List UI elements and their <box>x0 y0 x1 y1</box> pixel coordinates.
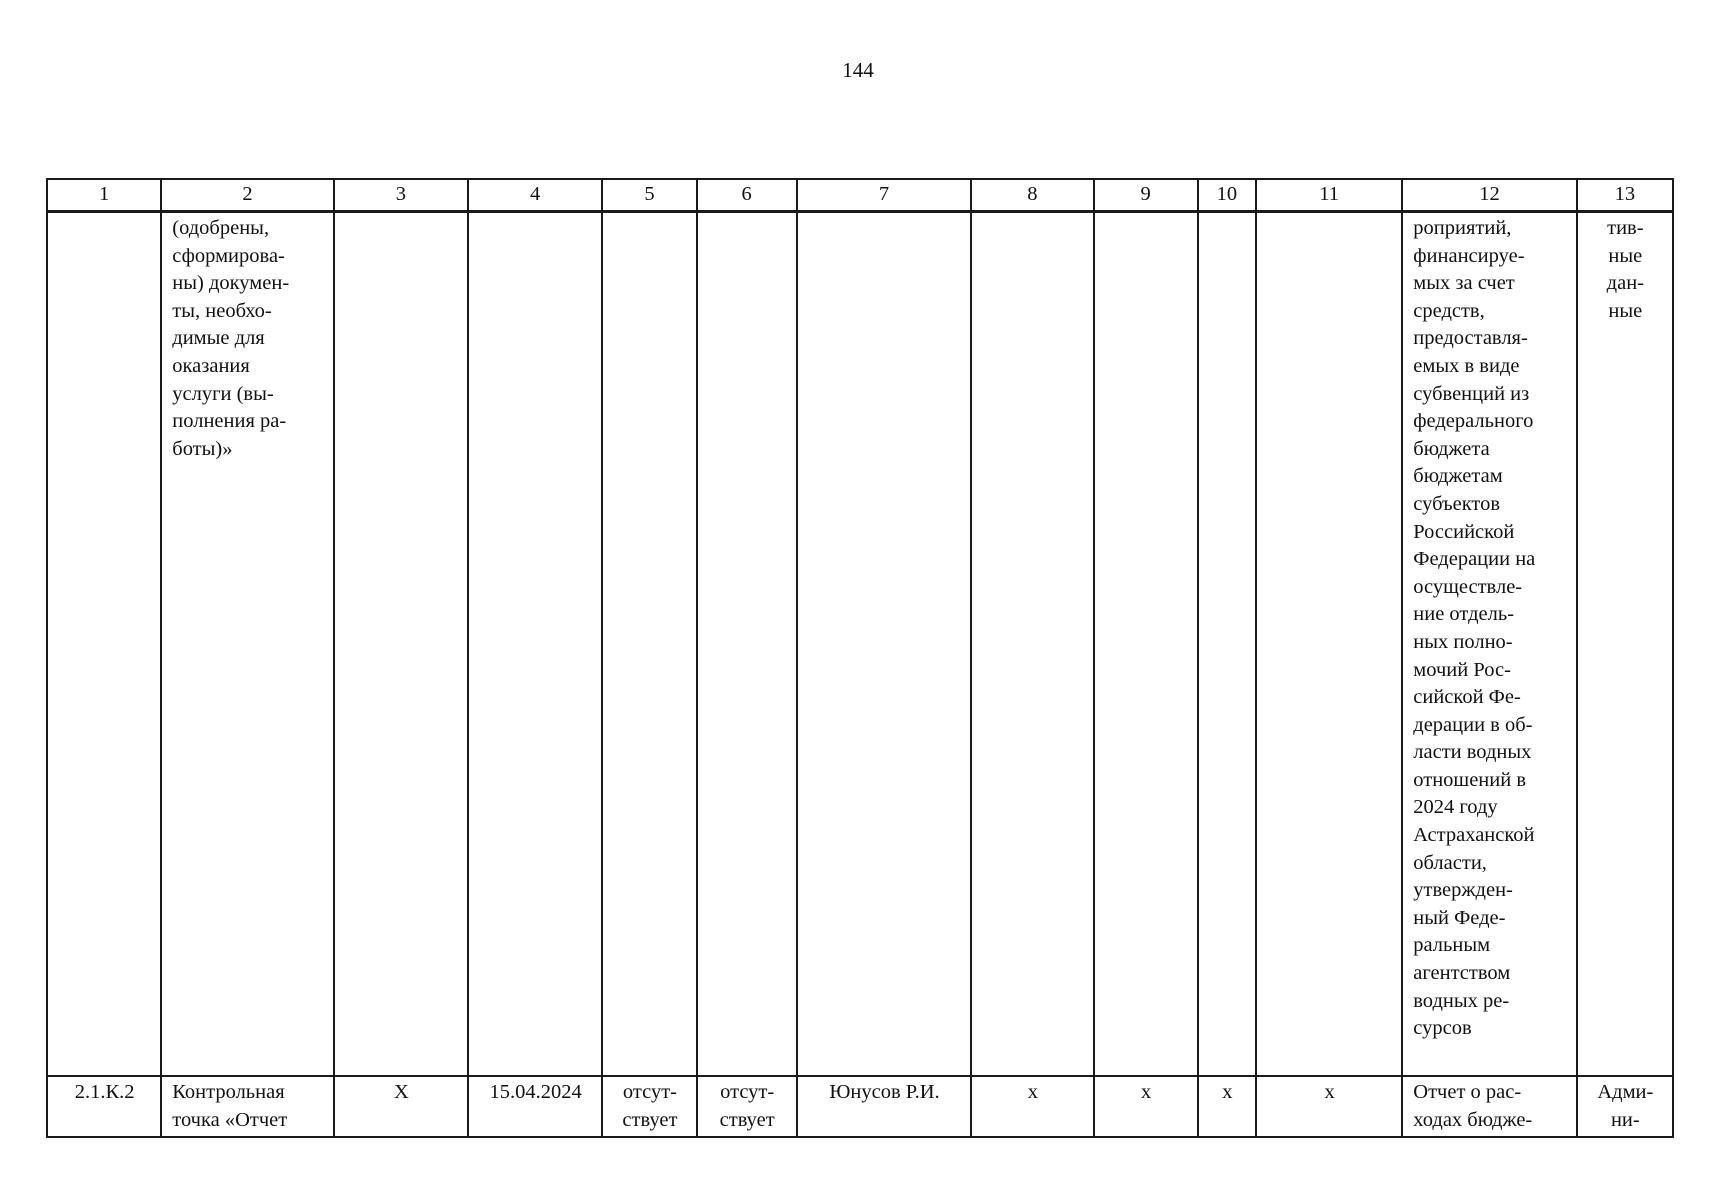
text-line: утвержден- <box>1413 879 1513 902</box>
text-line: дерации в об- <box>1413 713 1533 736</box>
text-line: Астраханской <box>1413 824 1535 847</box>
text-line: 2024 году <box>1413 796 1498 819</box>
text-line: Российской <box>1413 520 1515 543</box>
text-line: (одобрены, <box>172 217 270 239</box>
text-line: сийской Фе- <box>1413 686 1521 709</box>
text-line: димые для <box>172 327 265 350</box>
text-line: ных полно- <box>1413 630 1513 653</box>
cell-document-description <box>1402 1076 1576 1137</box>
text-line: ствует <box>719 1108 775 1131</box>
cell-info-system <box>1577 212 1673 1077</box>
text-line: ные <box>1608 299 1643 322</box>
header-row <box>47 179 1673 212</box>
table-row <box>47 212 1673 1077</box>
text-line: Контрольная <box>172 1081 285 1103</box>
text-line: средств, <box>1413 299 1485 322</box>
cell-index: 2.1.К.2 <box>47 1076 161 1137</box>
column-header-3: 3 <box>334 179 468 212</box>
text-line: полнения ра- <box>172 410 287 433</box>
text-line: боты)» <box>172 437 233 460</box>
cell-responsible: Юнусов Р.И. <box>797 1076 971 1137</box>
cell-col-8 <box>971 212 1093 1077</box>
text-line: ральным <box>1413 934 1491 957</box>
cell-col-8: x <box>971 1076 1093 1137</box>
text-line: отношений в <box>1413 768 1527 791</box>
text-line: области, <box>1413 851 1487 874</box>
text-line: бюджетам <box>1413 465 1503 488</box>
text-line: агентством <box>1413 962 1511 985</box>
column-header-7: 7 <box>797 179 971 212</box>
cell-col-4 <box>468 212 602 1077</box>
text-line: финансируе- <box>1413 244 1525 267</box>
cell-col-6 <box>697 1076 797 1137</box>
cell-col-10 <box>1198 212 1256 1077</box>
text-line: осуществле- <box>1413 575 1523 598</box>
text-line: ный Феде- <box>1413 906 1506 929</box>
cell-col-3 <box>334 212 468 1077</box>
text-line: точка «Отчет <box>172 1108 288 1131</box>
column-header-8: 8 <box>971 179 1093 212</box>
cell-col-5 <box>602 212 696 1077</box>
text-line: ние отдель- <box>1413 603 1515 626</box>
cell-col-9 <box>1094 212 1198 1077</box>
text-line: сформирова- <box>172 244 285 267</box>
cell-col-11 <box>1256 212 1402 1077</box>
text-line: Федерации на <box>1413 548 1536 571</box>
text-line: емых в виде <box>1413 354 1520 377</box>
cell-col-11: x <box>1256 1076 1402 1137</box>
column-header-9: 9 <box>1094 179 1198 212</box>
column-header-13: 13 <box>1577 179 1673 212</box>
cell-index <box>47 212 161 1077</box>
cell-col-3: X <box>334 1076 468 1137</box>
column-header-11: 11 <box>1256 179 1402 212</box>
text-line: роприятий, <box>1413 217 1512 239</box>
text-line: предоставля- <box>1413 327 1528 350</box>
table-row <box>47 1076 1673 1137</box>
text-line: субъектов <box>1413 492 1501 515</box>
text-line: мочий Рос- <box>1413 658 1511 681</box>
cell-col-9: x <box>1094 1076 1198 1137</box>
text-line: дан- <box>1606 272 1644 295</box>
text-line: Адми- <box>1597 1081 1654 1103</box>
text-line: мых за счет <box>1413 272 1515 295</box>
cell-col-7 <box>797 212 971 1077</box>
text-line: ни- <box>1610 1108 1640 1131</box>
cell-event-name <box>161 212 333 1077</box>
column-header-5: 5 <box>602 179 696 212</box>
column-header-10: 10 <box>1198 179 1256 212</box>
text-line: сурсов <box>1413 1017 1472 1040</box>
text-line: отсут- <box>720 1081 775 1103</box>
text-line: ходах бюдже- <box>1413 1108 1533 1131</box>
text-line: ные <box>1608 244 1643 267</box>
text-line: услуги (вы- <box>172 382 274 405</box>
text-line: ты, необхо- <box>172 299 272 322</box>
text-line: оказания <box>172 354 250 377</box>
cell-col-5 <box>602 1076 696 1137</box>
text-line: федерального <box>1413 410 1534 433</box>
cell-col-6 <box>697 212 797 1077</box>
text-line: ласти водных <box>1413 741 1532 764</box>
text-line: субвенций из <box>1413 382 1530 405</box>
column-header-12: 12 <box>1402 179 1576 212</box>
column-header-2: 2 <box>161 179 333 212</box>
cell-event-name <box>161 1076 333 1137</box>
text-line: отсут- <box>622 1081 677 1103</box>
text-line: тив- <box>1607 217 1644 239</box>
column-header-4: 4 <box>468 179 602 212</box>
cell-document-description <box>1402 212 1576 1077</box>
text-line: ствует <box>622 1108 678 1131</box>
column-header-6: 6 <box>697 179 797 212</box>
text-line: бюджета <box>1413 437 1490 460</box>
cell-info-system <box>1577 1076 1673 1137</box>
text-line: ны) докумен- <box>172 272 290 295</box>
cell-date: 15.04.2024 <box>468 1076 602 1137</box>
page-number: 144 <box>842 58 874 82</box>
text-line: Отчет о рас- <box>1413 1081 1522 1103</box>
cell-col-10: x <box>1198 1076 1256 1137</box>
schedule-table <box>46 178 1674 1138</box>
text-line: водных ре- <box>1413 989 1510 1012</box>
column-header-1: 1 <box>47 179 161 212</box>
